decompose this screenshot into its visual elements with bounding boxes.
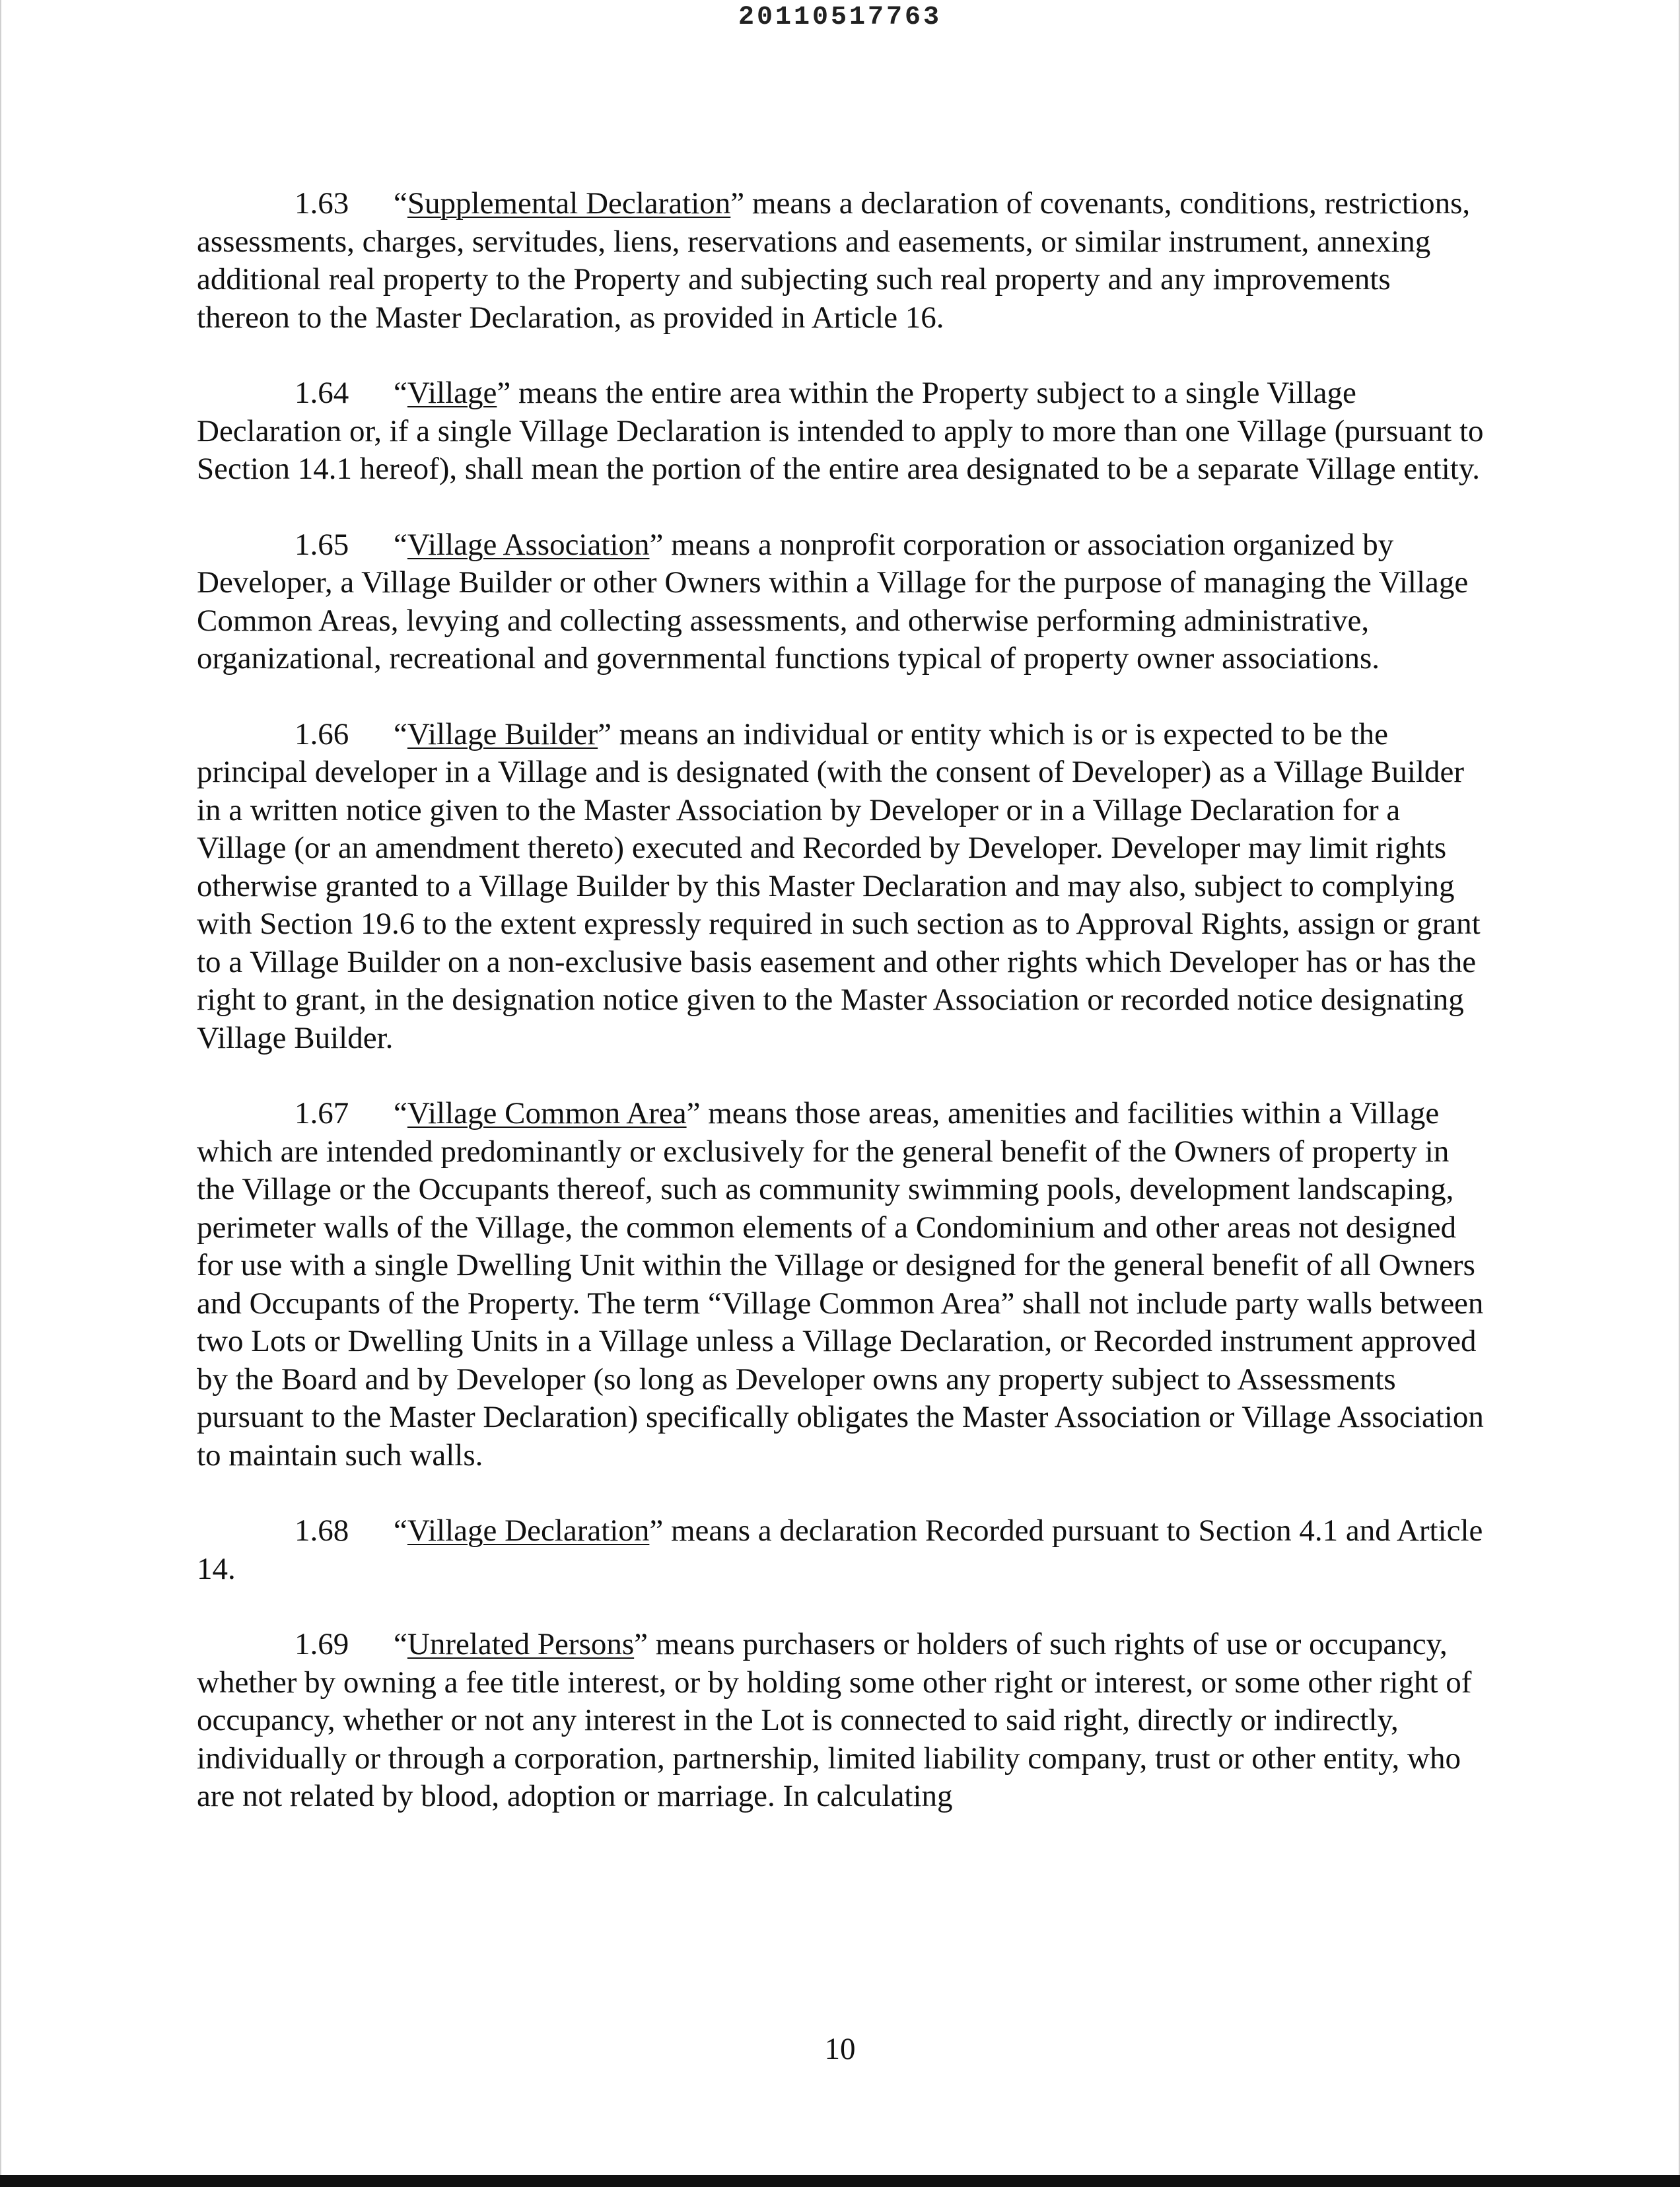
defined-term: Supplemental Declaration [407, 186, 731, 221]
defined-term: Village Declaration [407, 1513, 650, 1548]
definition-text: means an individual or entity which is or is expected to be the principal developer in a Village and is designated (with the consent of Developer) as a Village Builder in a written notice given to the Master Association by Developer or in a Village Declaration for a Village (or an amendment thereto) executed and Recorded by Developer. Developer may limit rights otherwise granted to a Village Builder by this Master Declaration and may also, subject to complying with Section 19.6 to the extent expressly required in such section as to Approval Rights, assign or grant to a Village Builder on a non-exclusive basis easement and other rights which Developer has or has the right to grant, in the designation notice given to the Master Association or recorded notice designating Village Builder. [197, 716, 1481, 1055]
section-number: 1.67 [295, 1096, 349, 1130]
page-number: 10 [824, 2032, 856, 2066]
document-number: 20110517763 [738, 3, 942, 32]
defined-term: Village Association [407, 527, 650, 562]
defined-term: Village Builder [407, 716, 598, 751]
definition-paragraph: 1.67 “Village Common Area” means those areas, amenities and facilities within a Village which are intended predominantly or exclusively for the general benefit of the Owners of property in the Village or the Occupants thereof, such as community swimming pools, development landscaping, perimeter walls of the Village, the common elements of a Condominium and other areas not designed for use with a single Dwelling Unit within the Village or designed for the general benefit of all Owners and Occupants of the Property. The term “Village Common Area” shall not include party walls between two Lots or Dwelling Units in a Village unless a Village Declaration, or Recorded instrument approved by the Board and by Developer (so long as Developer owns any property subject to Assessments pursuant to the Master Declaration) specifically obligates the Master Association or Village Association to maintain such walls. [197, 1096, 1484, 1473]
definition-text: means the entire area within the Property subject to a single Village Declaration or, if a single Village Declaration is intended to apply to more than one Village (pursuant to Section 14.1 hereof), shall mean the portion of the entire area designated to be a separate Village entity. [197, 376, 1484, 486]
definition-text: means a nonprofit corporation or association organized by Developer, a Village Builder or other Owners within a Village for the purpose of managing the Village Common Areas, levying and collecting assessments, and otherwise performing administrative, organizational, recreational and governmental functions typical of property owner associations. [197, 527, 1469, 676]
definition-paragraph: 1.68 “Village Declaration” means a declaration Recorded pursuant to Section 4.1 and Article 14. [197, 1513, 1483, 1586]
page-left-edge [0, 0, 1, 2187]
defined-term: Village Common Area [407, 1096, 687, 1130]
definition-text: means a declaration of covenants, conditions, restrictions, assessments, charges, servitudes, liens, reservations and easements, or similar instrument, annexing additional real property to the Property and subjecting such real property and any improvements thereon to the Master Declaration, as provided in Article 16. [197, 186, 1471, 335]
definition-paragraph: 1.63 “Supplemental Declaration” means a declaration of covenants, conditions, restrictions, assessments, charges, servitudes, liens, reservations and easements, or similar instrument, annexing additional real property to the Property and subjecting such real property and any improvements thereon to the Master Declaration, as provided in Article 16. [197, 186, 1471, 335]
definition-paragraph: 1.69 “Unrelated Persons” means purchasers or holders of such rights of use or occupancy, whether by owning a fee title interest, or by holding some other right or interest, or some other right of occupancy, whether or not any interest in the Lot is connected to said right, directly or indirectly, individually or through a corporation, partnership, limited liability company, trust or other entity, who are not related by blood, adoption or marriage. In calculating [197, 1627, 1472, 1813]
section-number: 1.68 [295, 1513, 349, 1548]
bottom-scan-border [0, 2175, 1680, 2187]
definition-paragraph: 1.66 “Village Builder” means an individual or entity which is or is expected to be the principal developer in a Village and is designated (with the consent of Developer) as a Village Builder in a written notice given to the Master Association by Developer or in a Village Declaration for a Village (or an amendment thereto) executed and Recorded by Developer. Developer may limit rights otherwise granted to a Village Builder by this Master Declaration and may also, subject to complying with Section 19.6 to the extent expressly required in such section as to Approval Rights, assign or grant to a Village Builder on a non-exclusive basis easement and other rights which Developer has or has the right to grant, in the designation notice given to the Master Association or recorded notice designating Village Builder. [197, 716, 1481, 1055]
definition-text: means purchasers or holders of such rights of use or occupancy, whether by owning a fee title interest, or by holding some other right or interest, or some other right of occupancy, whether or not any interest in the Lot is connected to said right, directly or indirectly, individually or through a corporation, partnership, limited liability company, trust or other entity, who are not related by blood, adoption or marriage. In calculating [197, 1627, 1472, 1813]
section-number: 1.65 [295, 527, 349, 562]
section-number: 1.69 [295, 1627, 349, 1661]
document-body [197, 185, 1486, 1854]
definition-text: means those areas, amenities and facilities within a Village which are intended predominantly or exclusively for the general benefit of the Owners of property in the Village or the Occupants thereof, such as community swimming pools, development landscaping, perimeter walls of the Village, the common elements of a Condominium and other areas not designed for use with a single Dwelling Unit within the Village or designed for the general benefit of all Owners and Occupants of the Property. The term “Village Common Area” shall not include party walls between two Lots or Dwelling Units in a Village unless a Village Declaration, or Recorded instrument approved by the Board and by Developer (so long as Developer owns any property subject to Assessments pursuant to the Master Declaration) specifically obligates the Master Association or Village Association to maintain such walls. [197, 1096, 1484, 1473]
defined-term: Unrelated Persons [407, 1627, 635, 1661]
section-number: 1.66 [295, 716, 349, 751]
definition-paragraph: 1.65 “Village Association” means a nonprofit corporation or association organized by Developer, a Village Builder or other Owners within a Village for the purpose of managing the Village Common Areas, levying and collecting assessments, and otherwise performing administrative, organizational, recreational and governmental functions typical of property owner associations. [197, 527, 1469, 676]
section-number: 1.63 [295, 186, 349, 221]
definition-text: means a declaration Recorded pursuant to Section 4.1 and Article 14. [197, 1513, 1483, 1586]
section-number: 1.64 [295, 376, 349, 410]
definition-paragraph: 1.64 “Village” means the entire area within the Property subject to a single Village Declaration or, if a single Village Declaration is intended to apply to more than one Village (pursuant to Section 14.1 hereof), shall mean the portion of the entire area designated to be a separate Village entity. [197, 376, 1484, 486]
defined-term: Village [407, 376, 497, 410]
